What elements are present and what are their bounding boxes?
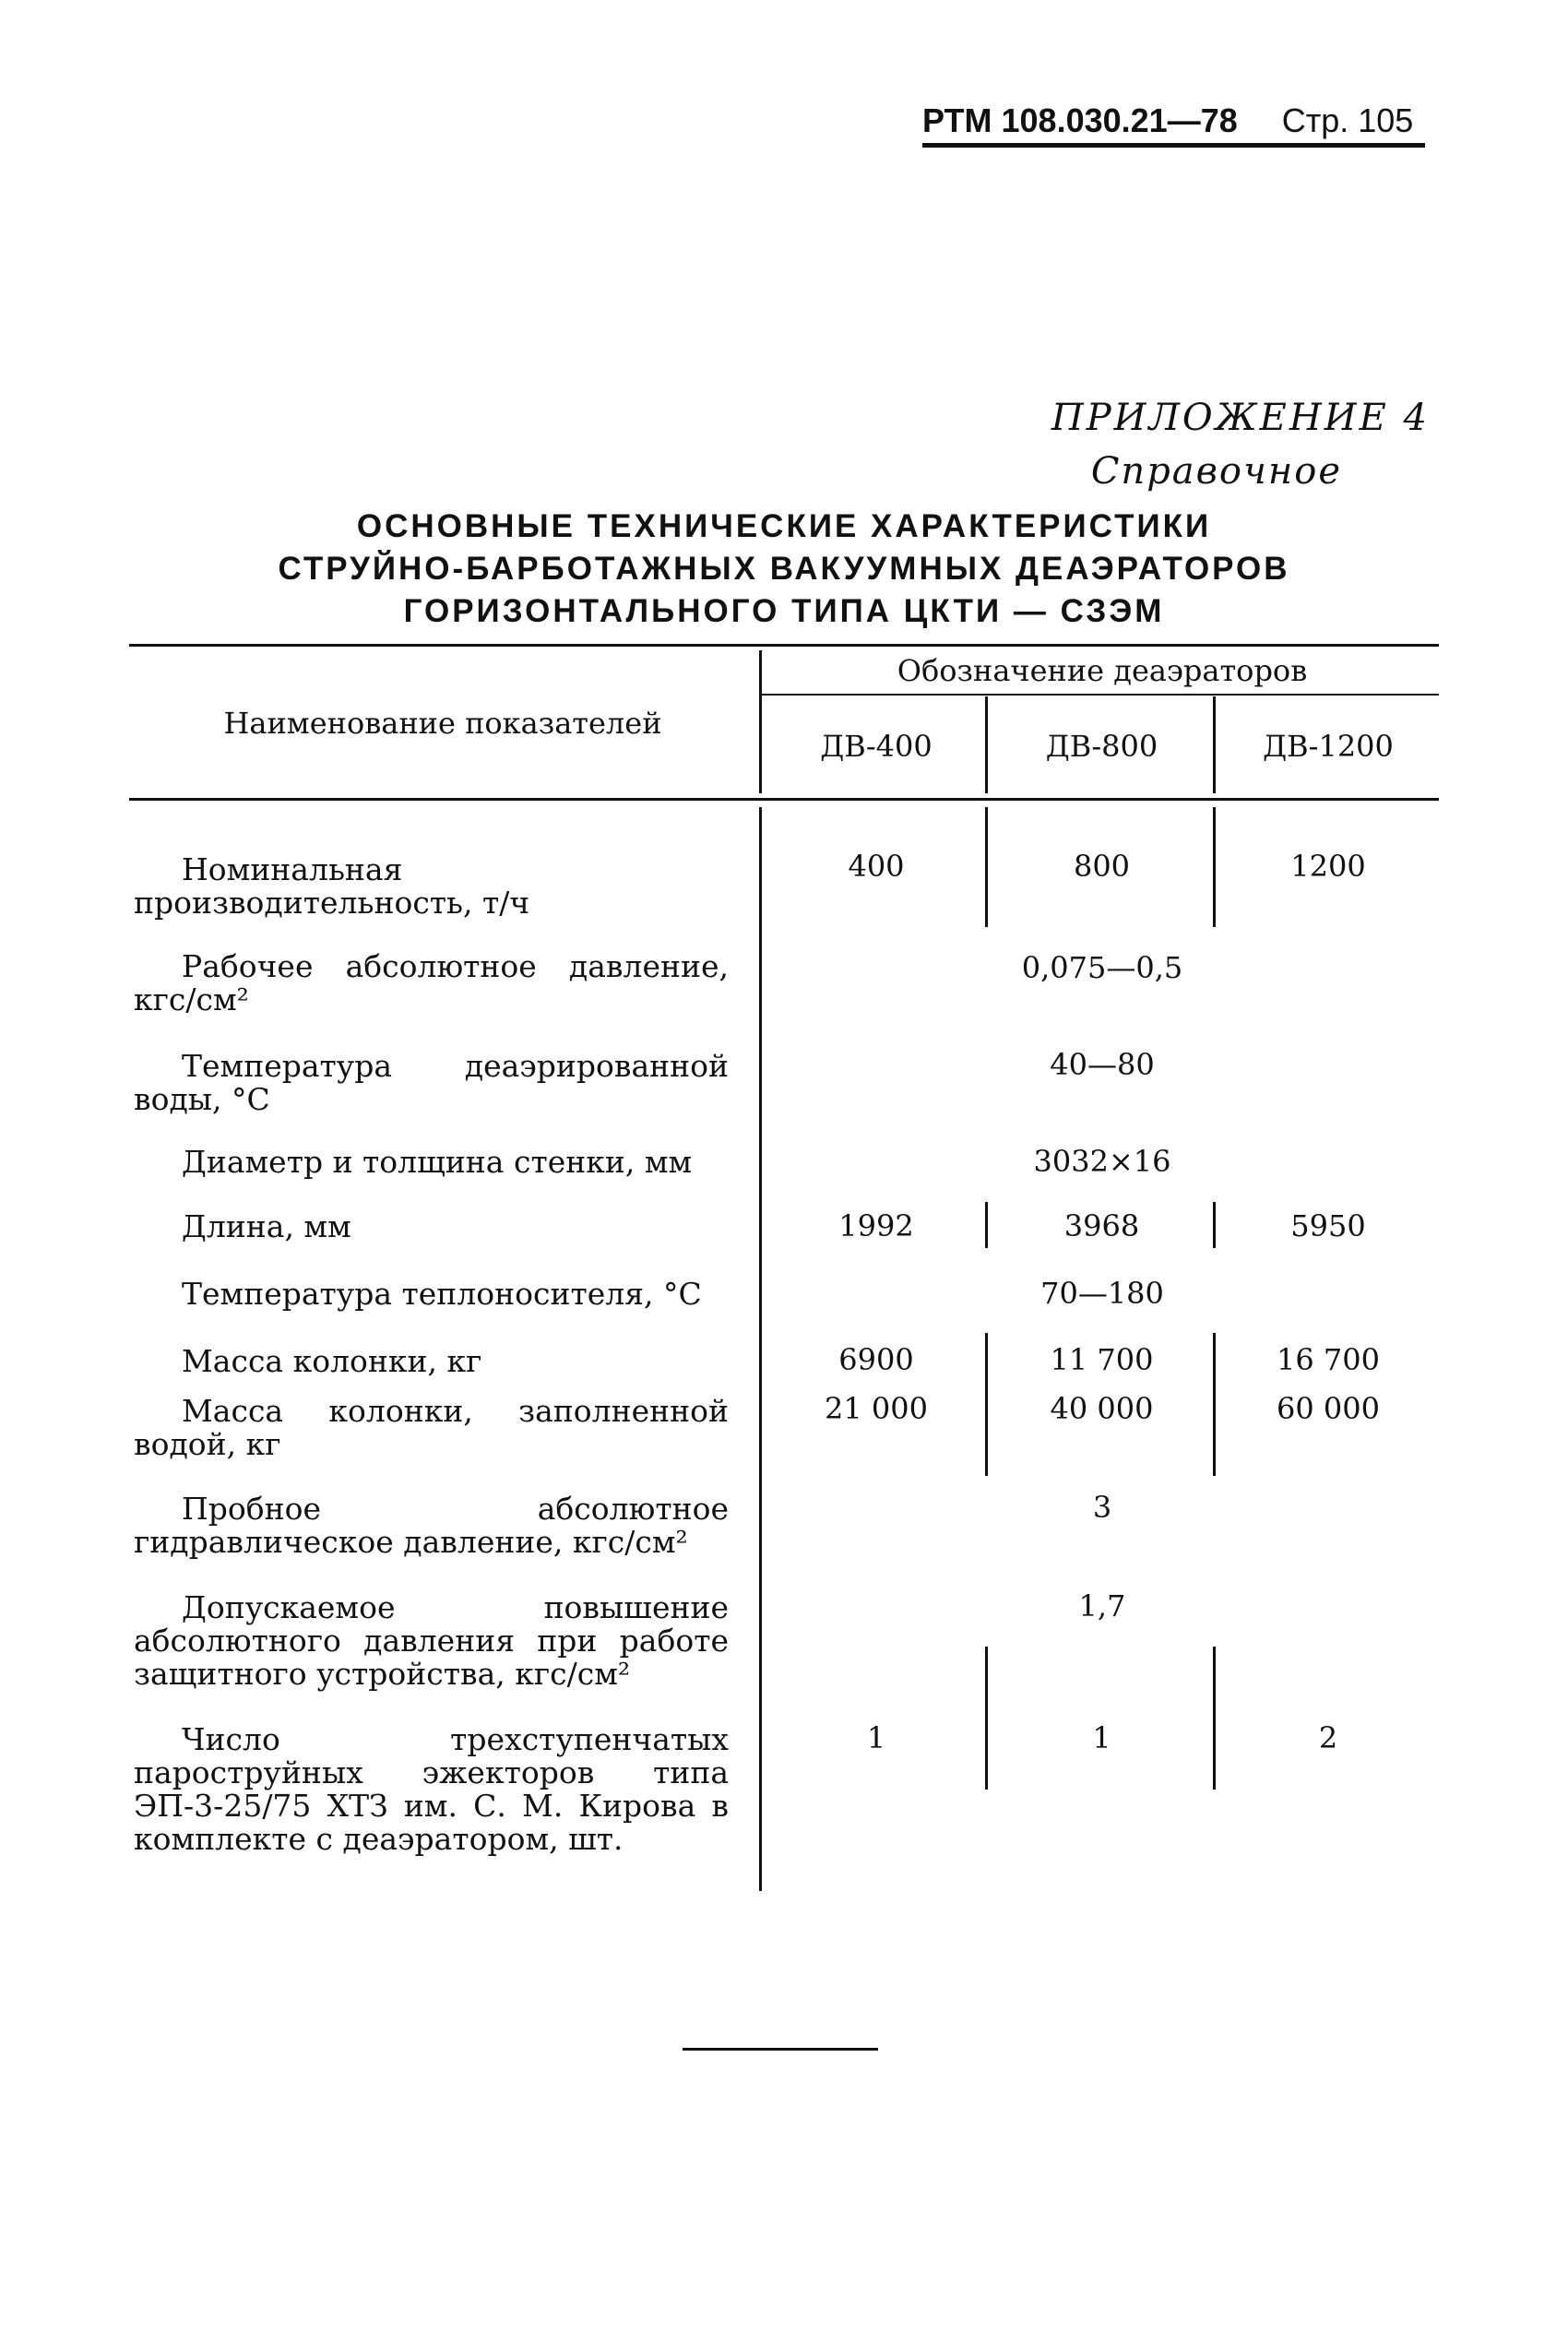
cell-value: 1200 [1290, 849, 1366, 884]
cell-value: 3968 [1063, 1208, 1140, 1243]
title-line: ОСНОВНЫЕ ТЕХНИЧЕСКИЕ ХАРАКТЕРИСТИКИ [356, 508, 1212, 544]
model-header: ДВ-1200 [1263, 729, 1394, 764]
row-label: Температура деаэрированной воды, °С [134, 1048, 729, 1117]
cell-value: 1,7 [1078, 1588, 1126, 1623]
header-rule [922, 143, 1425, 148]
row-label: Масса колонки, кг [182, 1343, 482, 1379]
header-bottom-rule [129, 798, 1439, 801]
page-number: Стр. 105 [1281, 101, 1414, 139]
cell-value: 1 [1092, 1720, 1111, 1755]
cell-value: 21 000 [825, 1391, 928, 1426]
cell-value: 1 [866, 1720, 886, 1755]
row-label: Пробное абсолютное гидравлическое давление, кгс/см² [134, 1491, 729, 1560]
running-header [922, 101, 1413, 140]
document-code: РТМ 108.030.21—78 [922, 101, 1238, 139]
row-label: Число трехступенчатых пароструйных эжекторов типа ЭП-3-25/75 ХТЗ им. С. М. Кирова в комплекте с деаэратором, шт. [134, 1721, 729, 1857]
row-label: Допускаемое повышение абсолютного давления при работе защитного устройства, кгс/см² [134, 1589, 729, 1692]
cell-value: 2 [1318, 1720, 1338, 1755]
cell-value: 40—80 [1050, 1047, 1155, 1082]
cell-value: 5950 [1290, 1208, 1366, 1243]
cell-value: 40 000 [1050, 1391, 1154, 1426]
table-top-rule [129, 644, 1439, 647]
end-rule [683, 2048, 878, 2051]
body-divider [759, 807, 762, 1891]
row-label: Диаметр и толщина стенки, мм [182, 1144, 693, 1180]
cell-value: 16 700 [1277, 1342, 1380, 1377]
cell-value: 11 700 [1050, 1342, 1154, 1377]
table-title [129, 505, 1439, 633]
model-header: ДВ-400 [820, 729, 932, 764]
cell-value: 3 [1092, 1490, 1112, 1525]
cell-value: 3032×16 [1033, 1144, 1171, 1179]
row-label: Температура теплоносителя, °С [182, 1276, 702, 1312]
column-divider [1213, 1647, 1216, 1790]
cell-value: 6900 [838, 1342, 914, 1377]
cell-value: 400 [848, 849, 905, 884]
appendix-note: Справочное [1090, 450, 1342, 493]
appendix-title: ПРИЛОЖЕНИЕ 4 [1051, 397, 1430, 439]
column-divider [985, 1647, 988, 1790]
row-label: Длина, мм [182, 1208, 351, 1244]
model-header: ДВ-800 [1045, 729, 1158, 764]
cell-value: 60 000 [1277, 1391, 1380, 1426]
cell-value: 1992 [838, 1208, 914, 1243]
title-line: ГОРИЗОНТАЛЬНОГО ТИПА ЦКТИ — СЗЭМ [403, 593, 1165, 629]
cell-value: 70—180 [1040, 1276, 1164, 1311]
row-label: Номинальная производительность, т/ч [134, 851, 530, 921]
title-line: СТРУЙНО-БАРБОТАЖНЫХ ВАКУУМНЫХ ДЕАЭРАТОРОВ [278, 551, 1290, 587]
header-divider [759, 650, 762, 793]
group-header: Обозначение деаэраторов [897, 653, 1308, 688]
cell-value: 0,075—0,5 [1021, 950, 1183, 985]
row-label: Масса колонки, заполненной водой, кг [134, 1393, 729, 1462]
row-label: Рабочее абсолютное давление, кгс/см² [134, 948, 729, 1017]
param-column-header: Наименование показателей [223, 706, 662, 741]
group-header-rule [761, 694, 1439, 696]
cell-value: 800 [1073, 849, 1131, 884]
